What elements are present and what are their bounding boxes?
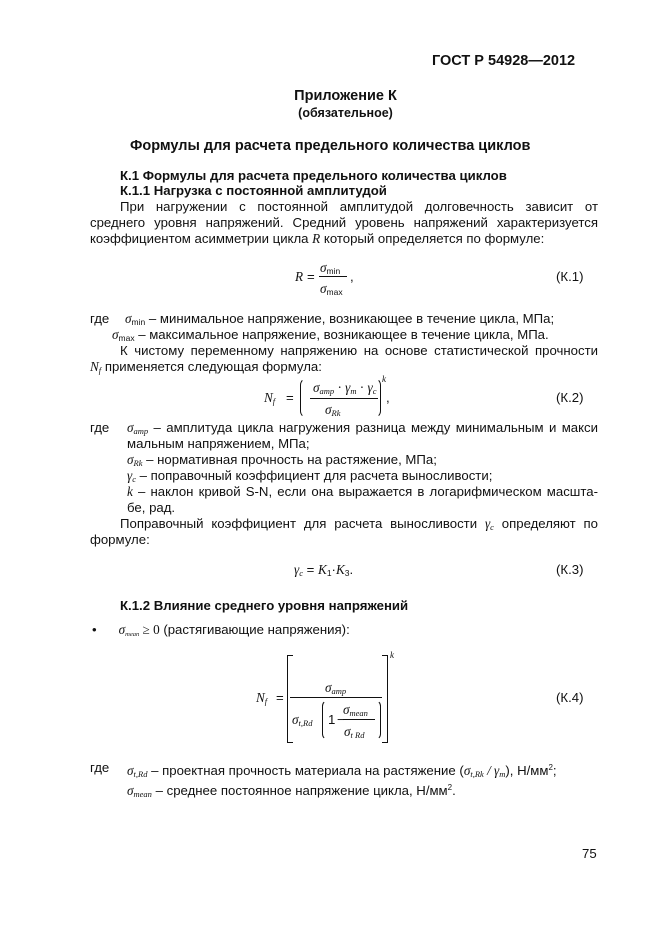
paragraph-1-line-3: коэффициентом асимметрии цикла R который определяется по формуле: <box>90 231 545 246</box>
annex-status: (обязательное) <box>298 106 393 120</box>
where1-sigma-min: $\sigma_{min}$ – минимальное напряжение, возникающее в течение цикла, МПа; <box>125 311 555 327</box>
where2-k: k – наклон кривой S-N, если она выражается в логарифмическом масшта- <box>127 484 598 499</box>
eq1-numerator: $\sigma_{min}$ <box>320 260 341 276</box>
eq1-equals: = <box>307 269 315 284</box>
eq4-equals: = <box>276 690 284 705</box>
eq2-comma: , <box>386 390 390 405</box>
where4-sigma-mean: σmean – среднее постоянное напряжение цикла, $Н/мм^2$. <box>127 783 456 799</box>
eq4-main-fraction-bar <box>290 697 382 698</box>
section-k11: К.1.1 Нагрузка с постоянной амплитудой <box>120 183 387 198</box>
eq2-fraction-bar <box>310 398 378 399</box>
eq4-inner-denominator: σt Rd <box>344 724 365 740</box>
where1-sigma-max: $\sigma_{max}$ – максимальное напряжение, возникающее в течение цикла, МПа. <box>112 327 549 343</box>
eq1-fraction-bar <box>319 276 347 277</box>
where2-sigma-rk: σRk – нормативная прочность на растяжение, МПа; <box>127 452 437 468</box>
eq2-left-paren <box>300 378 307 418</box>
eq4-inner-numerator: σmean <box>343 702 368 718</box>
where4-sigma-trd: σt,Rd – проектная прочность материала на растяжение (σt,Rk / γm), $Н/мм^2$; <box>127 763 557 779</box>
eq4-left-bracket <box>287 655 293 743</box>
eq4-inner-fraction-bar <box>343 719 375 720</box>
main-heading: Формулы для расчета предельного количества циклов <box>130 138 531 154</box>
eq1-comma: , <box>350 269 354 284</box>
eq2-number: (К.2) <box>556 390 584 405</box>
eq2-right-paren <box>374 378 381 418</box>
eq1-number: (К.1) <box>556 269 584 284</box>
where2-sigma-amp-cont: мальным напряжением, МПа; <box>127 436 310 451</box>
eq2-numerator: σamp · γm · γc <box>313 380 377 396</box>
paragraph-3-line-1: Поправочный коэффициент для расчета выносливости γc определяют по <box>120 516 598 532</box>
eq4-one: 1 <box>328 712 336 727</box>
eq1-denominator: $\sigma_{max}$ <box>320 281 343 297</box>
eq3-number: (К.3) <box>556 562 584 577</box>
section-k1: К.1 Формулы для расчета предельного количества циклов <box>120 168 507 183</box>
paragraph-2-line-1: К чистому переменному напряжению на основе статистической прочности <box>120 343 598 358</box>
eq3-body: $\gamma c = K_1\cdot K_3$. <box>294 562 354 578</box>
eq4-exponent: k <box>390 650 394 660</box>
eq4-number: (К.4) <box>556 690 584 705</box>
eq1-lhs: R <box>295 269 304 284</box>
eq2-exponent: k <box>382 374 386 384</box>
paragraph-1-line-1: При нагружении с постоянной амплитудой долговечность зависит от <box>120 199 598 214</box>
where4-gde: где <box>90 760 110 775</box>
eq4-inner-right-paren <box>375 700 381 740</box>
eq2-lhs: Nf <box>264 390 276 406</box>
eq4-denominator: σt,Rd <box>292 712 313 728</box>
eq4-right-bracket <box>382 655 388 743</box>
bullet-line: • σmean ≥ 0 (растягивающие напряжения): <box>92 622 350 638</box>
section-k12: К.1.2 Влияние среднего уровня напряжений <box>120 598 409 613</box>
where2-sigma-amp: σamp – амплитуда цикла нагружения разница между минимальным и макси <box>127 420 598 436</box>
eq4-numerator: σamp <box>325 680 347 696</box>
paragraph-2-line-2: Nf применяется следующая формула: <box>90 359 322 375</box>
where2-gde: где <box>90 420 110 435</box>
annex-title: Приложение К <box>294 88 397 104</box>
bullet-mark: • <box>92 622 97 637</box>
paragraph-3-line-2: формуле: <box>90 532 150 547</box>
eq2-denominator: σRk <box>325 402 341 418</box>
where2-gamma-c: γc – поправочный коэффициент для расчета выносливости; <box>127 468 493 484</box>
page-number: 75 <box>582 846 597 861</box>
where1-line-1: где <box>90 311 110 326</box>
where2-k-cont: бе, рад. <box>127 500 176 515</box>
eq4-minus: − <box>337 712 345 727</box>
eq4-lhs: Nf <box>256 690 268 706</box>
eq2-equals: = <box>286 390 294 405</box>
standard-header: ГОСТ Р 54928—2012 <box>432 53 576 69</box>
paragraph-1-line-2: среднего уровня напряжений. Средний уровень напряжений характеризуется <box>90 215 598 230</box>
